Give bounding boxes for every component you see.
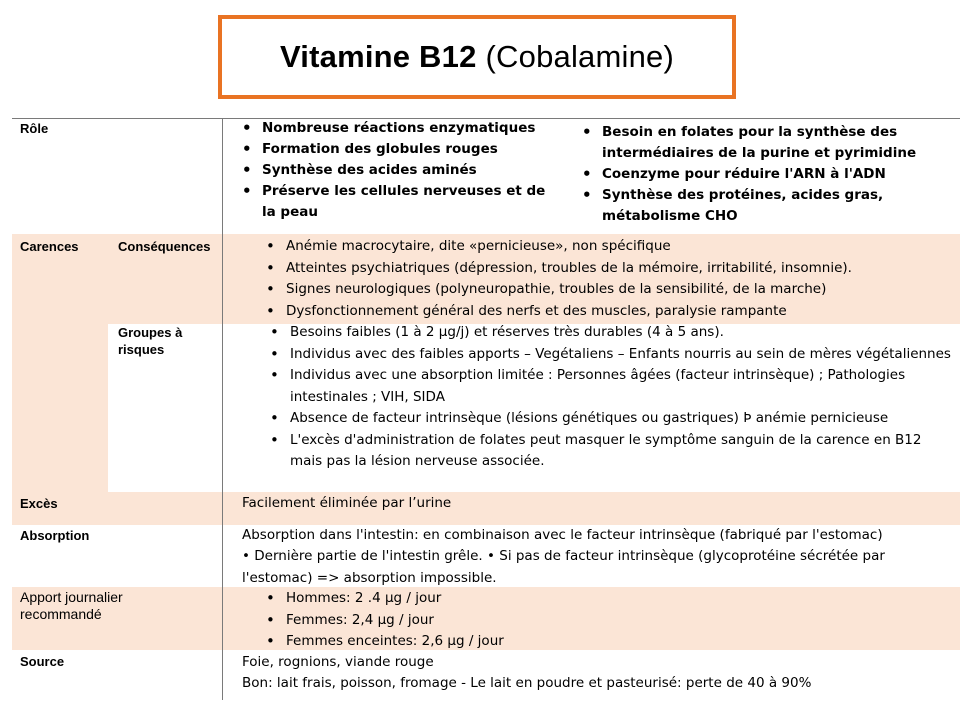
role-item: • Formation des globules rouges [238,139,558,160]
role-item: • Coenzyme pour réduire l'ARN à l'ADN [578,164,918,185]
consequence-item: • Atteintes psychiatriques (dépression, troubles de la mémoire, irritabilité, insomnie). [262,258,952,280]
consequence-item: • Anémie macrocytaire, dite «pernicieuse», non spécifique [262,236,952,258]
title-sub: (Cobalamine) [485,39,674,74]
group-item: • Individus avec des faibles apports – Vegétaliens – Enfants nourris au sein de mères végétaliennes [266,344,952,366]
apport-item: • Femmes enceintes: 2,6 µg / jour [262,631,662,653]
consequences-list [262,236,952,322]
groups-list [266,322,952,473]
apport-item: • Hommes: 2 .4 µg / jour [262,588,662,610]
role-list-right [578,122,918,227]
absorption-line2: • Dernière partie de l'intestin grêle. • Si pas de facteur intrinsèque (glycoprotéine sécrétée par l'estomac) => absorption impossible. [242,548,885,586]
label-groups: Groupes à risques [118,325,183,357]
absorption-line1: Absorption dans l'intestin: en combinaison avec le facteur intrinsèque (fabriqué par l'estomac) [242,527,883,543]
source-line1: Foie, rognions, viande rouge [242,654,434,670]
group-item: • Besoins faibles (1 à 2 µg/j) et réserves très durables (4 à 5 ans). [266,322,952,344]
label-exces: Excès [20,496,58,511]
label-carences: Carences [20,239,79,254]
title-main: Vitamine B12 [279,39,477,74]
role-item: • Synthèse des acides aminés [238,160,558,181]
label-consequences: Conséquences [118,239,211,254]
role-item: • Synthèse des protéines, acides gras, métabolisme CHO [578,185,918,227]
role-item: • Préserve les cellules nerveuses et de la peau [238,181,558,223]
title-box [218,15,736,99]
apport-list [262,588,662,653]
role-item: • Nombreuse réactions enzymatiques [238,118,558,139]
group-item: • L'excès d'administration de folates peut masquer le symptôme sanguin de la carence en B12 mais pas la lésion nerveuse associée. [266,430,952,473]
row-carences-label-bg [12,324,108,492]
role-list-left [238,118,558,223]
group-item: • Absence de facteur intrinsèque (lésions génétiques ou gastriques) Þ anémie pernicieuse [266,408,952,430]
label-role: Rôle [20,121,49,136]
consequence-item: • Signes neurologiques (polyneuropathie, troubles de la sensibilité, de la marche) [262,279,952,301]
group-item: • Individus avec une absorption limitée : Personnes âgées (facteur intrinsèque) ; Pathologies intestinales ; VIH, SIDA [266,365,952,408]
role-item: • Besoin en folates pour la synthèse des intermédiaires de la purine et pyrimidine [578,122,918,164]
consequence-item: • Dysfonctionnement général des nerfs et des muscles, paralysie rampante [262,301,952,323]
label-apport: Apport journalier recommandé [20,589,123,622]
apport-item: • Femmes: 2,4 µg / jour [262,610,662,632]
column-divider [222,118,223,700]
label-absorption: Absorption [20,528,90,543]
label-source: Source [20,654,65,669]
source-line2: Bon: lait frais, poisson, fromage - Le lait en poudre et pasteurisé: perte de 40 à 90% [242,675,812,691]
exces-text: Facilement éliminée par l’urine [242,495,452,511]
